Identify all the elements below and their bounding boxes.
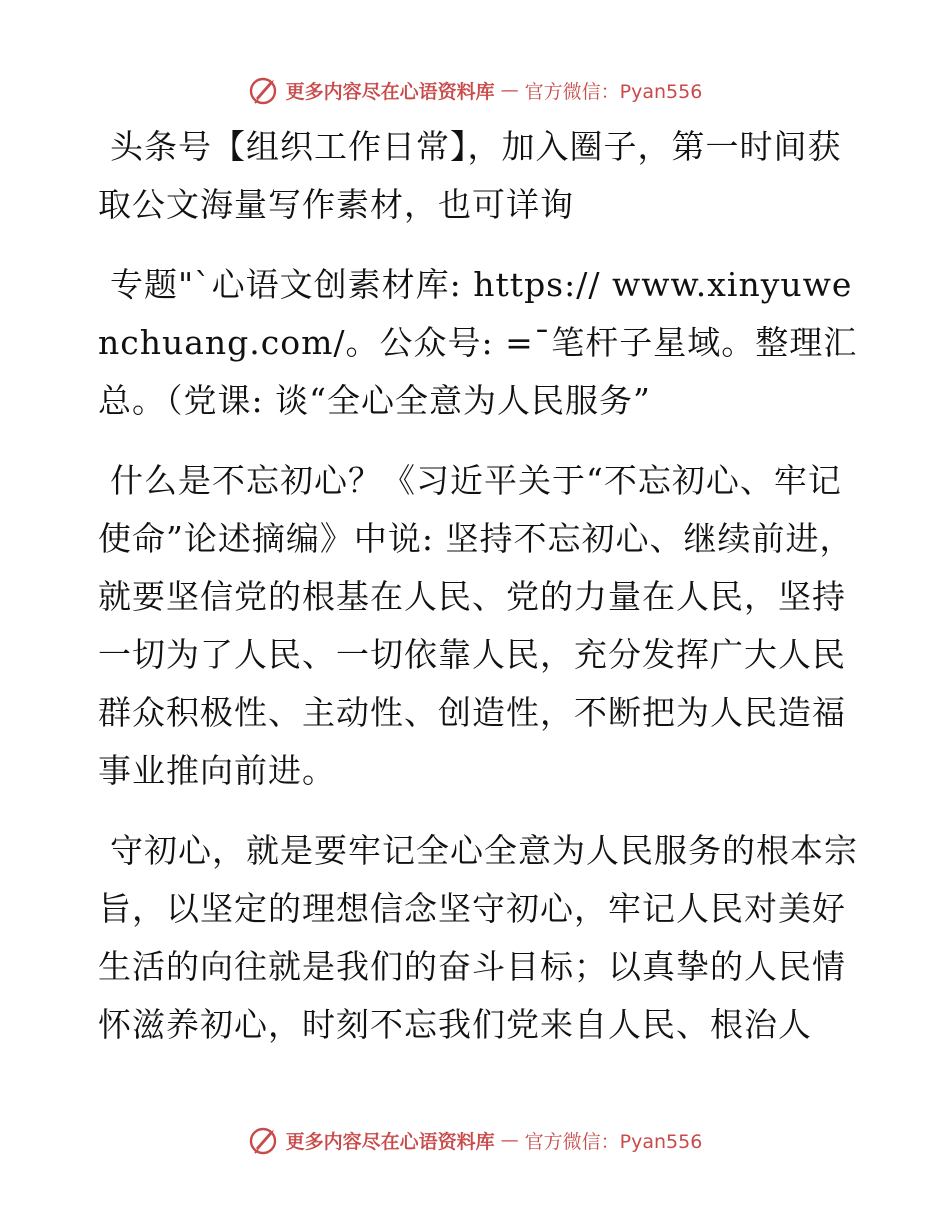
paragraph-1: 头条号【组织工作日常】，加入圈子，第一时间获取公文海量写作素材，也可详询 (98, 127, 842, 224)
banner-slogan: 更多内容尽在心语资料库 (285, 1130, 495, 1153)
quill-pen-seal-icon (248, 74, 280, 106)
banner-dash: — (500, 79, 519, 101)
paragraph-4: 守初心，就是要牢记全心全意为人民服务的根本宗旨，以坚定的理想信念坚守初心，牢记人民对美好生活的向往就是我们的奋斗目标；以真挚的人民情怀滋养初心，时刻不忘我们党来自人民、根治人 (98, 831, 858, 1044)
paragraph-2: 专题"`心语文创素材库: https:// www.xinyuwenchuang.com/。公众号: =¯笔杆子星域。整理汇总。（党课: 谈“全心全意为人民服务” (98, 265, 858, 420)
footer-banner (0, 1120, 950, 1160)
document-body (98, 118, 858, 1076)
banner-wechat-account: 官方微信：Pyan556 (524, 80, 703, 103)
header-banner (0, 70, 950, 110)
paragraph-3: 什么是不忘初心？《习近平关于“不忘初心、牢记使命”论述摘编》中说: 坚持不忘初心、继续前进，就要坚信党的根基在人民、党的力量在人民，坚持一切为了人民、一切依靠人民，充分发挥广大人民群众积极性、主动性、创造性，不断把为人民造福事业推向前进。 (98, 461, 854, 790)
banner-wechat-account: 官方微信：Pyan556 (524, 1130, 703, 1153)
quill-pen-seal-icon (248, 1124, 280, 1156)
banner-slogan: 更多内容尽在心语资料库 (285, 80, 495, 103)
banner-dash: — (500, 1129, 519, 1151)
